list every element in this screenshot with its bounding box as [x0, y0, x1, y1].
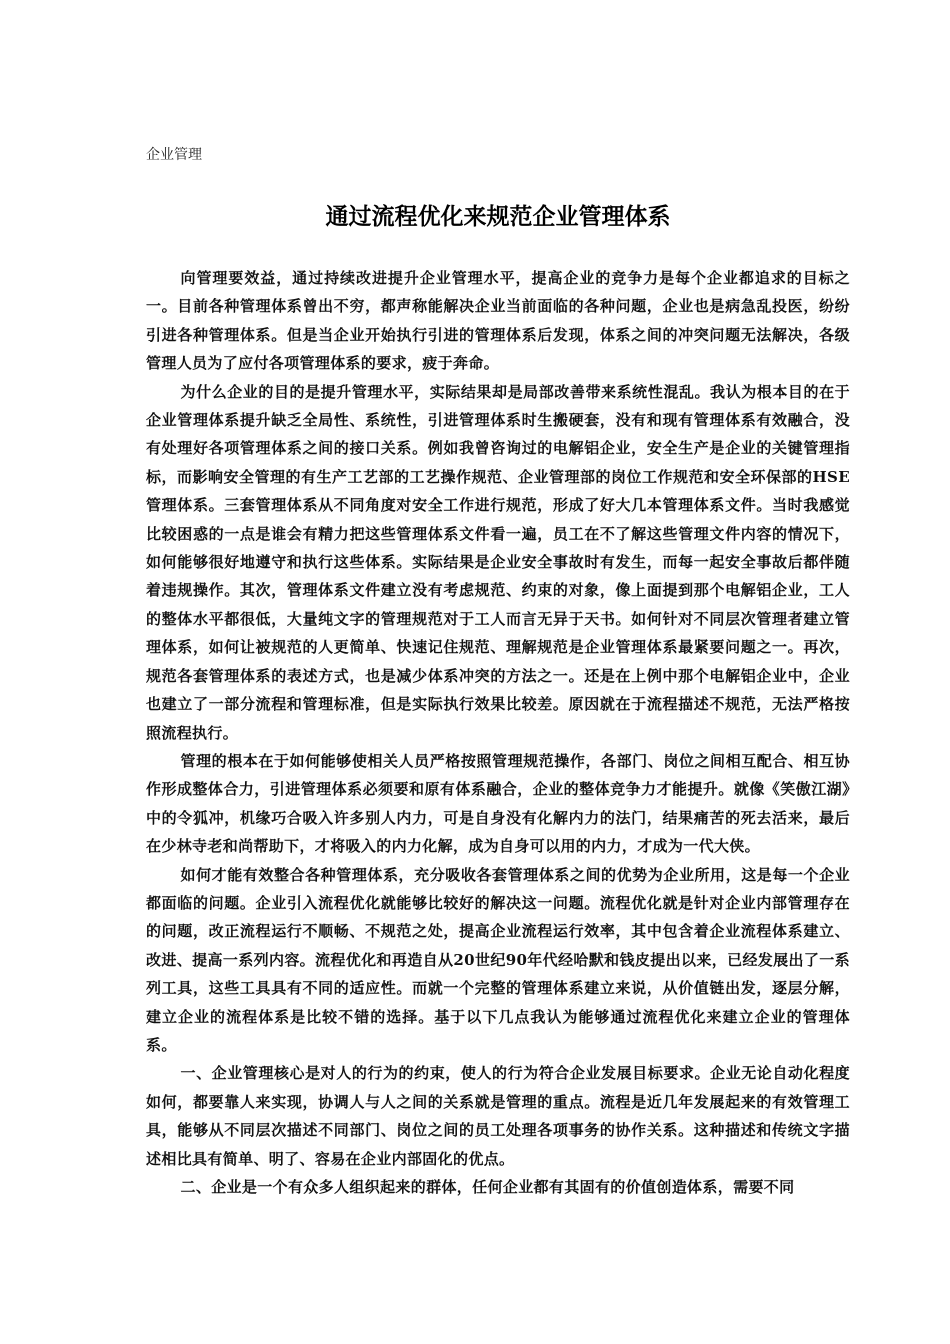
document-title: 通过流程优化来规范企业管理体系	[325, 204, 671, 230]
category-label: 企业管理	[146, 147, 202, 163]
paragraph-point-two: 二、企业是一个有众多人组织起来的群体，任何企业都有其固有的价值创造体系，需要不同	[180, 1178, 795, 1196]
paragraph-point-one: 一、企业管理核心是对人的行为的约束，使人的行为符合企业发展目标要求。企业无论自动化程度如何，都要靠人来实现，协调人与人之间的关系就是管理的重点。流程是近几年发展起来的有效管理工具，能够从不同层次描述不同部门、岗位之间的员工处理各项事务的协作关系。这种描述和传统文字描述相比具有简单、明了、容易在企业内部固化的优点。	[146, 1064, 850, 1168]
paragraph-process-optimization: 如何才能有效整合各种管理体系，充分吸收各套管理体系之间的优势为企业所用，这是每一个企业都面临的问题。企业引入流程优化就能够比较好的解决这一问题。流程优化就是针对企业内部管理存在的问题，改正流程运行不顺畅、不规范之处，提高企业流程运行效率，其中包含着企业流程体系建立、改进、提高一系列内容。流程优化和再造自从20世纪90年代经哈默和钱皮提出以来，已经发展出了一系列工具，这些工具具有不同的适应性。而就一个完整的管理体系建立来说，从价值链出发，逐层分解，建立企业的流程体系是比较不错的选择。基于以下几点我认为能够通过流程优化来建立企业的管理体系。	[146, 865, 850, 1054]
paragraph-management-root: 管理的根本在于如何能够使相关人员严格按照管理规范操作，各部门、岗位之间相互配合、相互协作形成整体合力，引进管理体系必须要和原有体系融合，企业的整体竞争力才能提升。就像《笑傲江湖》中的令狐冲，机缘巧合吸入许多别人内力，可是自身没有化解内力的法门，结果痛苦的死去活来，最后在少林寺老和尚帮助下，才将吸入的内力化解，成为自身可以用的内力，才成为一代大侠。	[146, 751, 850, 856]
paragraph-intro: 向管理要效益，通过持续改进提升企业管理水平，提高企业的竞争力是每个企业都追求的目标之一。目前各种管理体系曾出不穷，都声称能解决企业当前面临的各种问题，企业也是病急乱投医，纷纷引进各种管理体系。但是当企业开始执行引进的管理体系后发现，体系之间的冲突问题无法解决，各级管理人员为了应付各项管理体系的要求，疲于奔命。	[146, 269, 850, 373]
paragraph-problem-analysis: 为什么企业的目的是提升管理水平，实际结果却是局部改善带来系统性混乱。我认为根本目的在于企业管理体系提升缺乏全局性、系统性，引进管理体系时生搬硬套，没有和现有管理体系有效融合，没有处理好各项管理体系之间的接口关系。例如我曾咨询过的电解铝企业，安全生产是企业的关键管理指标，而影响安全管理的有生产工艺部的工艺操作规范、企业管理部的岗位工作规范和安全环保部的HSE管理体系。三套管理体系从不同角度对安全工作进行规范，形成了好大几本管理体系文件。当时我感觉比较困惑的一点是谁会有精力把这些管理体系文件看一遍，员工在不了解这些管理文件内容的情况下，如何能够很好地遵守和执行这些体系。实际结果是企业安全事故时有发生，而每一起安全事故后都伴随着违规操作。其次，管理体系文件建立没有考虑规范、约束的对象，像上面提到那个电解铝企业，工人的整体水平都很低，大量纯文字的管理规范对于工人而言无异于天书。如何针对不同层次管理者建立管理体系，如何让被规范的人更简单、快速记住规范、理解规范是企业管理体系最紧要问题之一。再次，规范各套管理体系的表述方式，也是减少体系冲突的方法之一。还是在上例中那个电解铝企业中，企业也建立了一部分流程和管理标准，但是实际执行效果比较差。原因就在于流程描述不规范，无法严格按照流程执行。	[146, 382, 850, 742]
document-body	[146, 264, 850, 1201]
